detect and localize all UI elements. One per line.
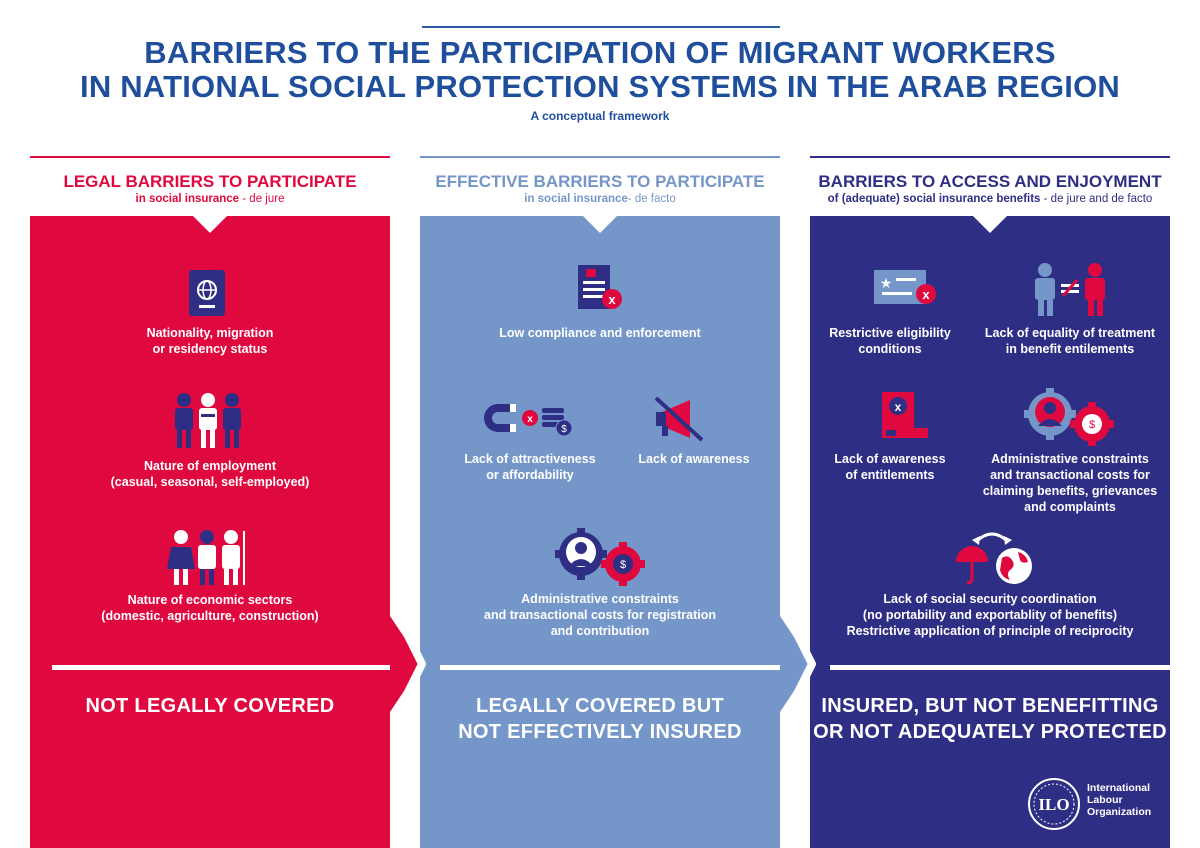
label-line: Low compliance and enforcement <box>499 326 701 340</box>
document-x-icon <box>574 263 626 318</box>
label-line: Nature of economic sectors <box>127 593 293 607</box>
col1-item2-label <box>30 458 390 490</box>
ilo-logo-mark: ILO <box>1038 795 1070 814</box>
workers-icon <box>168 390 248 450</box>
logo-line: Organization <box>1087 806 1152 818</box>
col3-outcome-bar <box>830 665 1170 670</box>
label-line: Nationality, migration <box>146 326 274 340</box>
magnet-coins-icon <box>484 400 576 440</box>
outcome-line: NOT EFFECTIVELY INSURED <box>458 721 742 743</box>
label-line: and complaints <box>1024 500 1116 514</box>
col3-item3-label <box>820 451 960 483</box>
col3-item4-label <box>975 451 1165 515</box>
gears-person-icon <box>1024 388 1116 446</box>
top-divider <box>422 26 780 28</box>
svg-text:$: $ <box>1088 419 1096 431</box>
outcome-line: INSURED, BUT NOT BENEFITTING <box>821 695 1159 717</box>
col2-item1-label <box>420 325 780 341</box>
col1-item1-label <box>30 325 390 357</box>
label-line: Lack of equality of treatment <box>984 326 1156 340</box>
col3-number: 3 <box>985 215 995 232</box>
label-line: and transactional costs for registration <box>484 608 716 622</box>
label-line: (no portability and exportablity of benefits) <box>862 608 1118 622</box>
label-line: Lack of awareness <box>834 452 946 466</box>
col3-heading: BARRIERS TO ACCESS AND ENJOYMENT <box>818 172 1162 191</box>
page-title <box>0 36 1200 104</box>
col3-subheading <box>810 192 1170 206</box>
ilo-logo-text <box>1087 782 1151 818</box>
col2-number: 2 <box>595 215 605 232</box>
label-line: conditions <box>858 342 922 356</box>
umbrella-globe-icon <box>952 528 1036 588</box>
label-line: or affordability <box>486 468 574 482</box>
muted-megaphone-icon <box>652 394 706 444</box>
col2-heading: EFFECTIVE BARRIERS TO PARTICIPATE <box>435 172 765 191</box>
title-line-1: BARRIERS TO THE PARTICIPATION OF MIGRANT WORKERS <box>144 35 1056 70</box>
svg-text:x: x <box>608 292 616 307</box>
logo-line: International <box>1087 782 1151 794</box>
title-line-2: IN NATIONAL SOCIAL PROTECTION SYSTEMS IN THE ARAB REGION <box>80 69 1120 104</box>
outcome-line: LEGALLY COVERED BUT <box>476 695 724 717</box>
col1-sub-main: in social insurance <box>135 193 240 205</box>
col2-outcome <box>420 693 780 745</box>
svg-text:★: ★ <box>879 276 893 292</box>
svg-text:$: $ <box>619 559 627 571</box>
col3-sub-main: of (adequate) social insurance benefits <box>827 193 1041 205</box>
label-line: Lack of attractiveness <box>464 452 596 466</box>
col3-item1-label <box>820 325 960 357</box>
col1-outcome-bar <box>52 665 390 670</box>
gears-person-icon <box>555 528 647 586</box>
col2-item3-label <box>594 451 794 467</box>
label-line: of entitlements <box>845 468 935 482</box>
svg-text:$: $ <box>561 424 567 435</box>
svg-text:x: x <box>894 400 902 414</box>
passport-icon <box>185 268 231 318</box>
logo-line: Labour <box>1087 794 1123 806</box>
label-line: Administrative constraints <box>521 592 679 606</box>
label-line: or residency status <box>152 342 268 356</box>
col2-sub-main: in social insurance <box>524 193 628 205</box>
label-line: Restrictive eligibility <box>829 326 951 340</box>
outcome-line: OR NOT ADEQUATELY PROTECTED <box>813 721 1167 743</box>
col1-subheading <box>30 192 390 206</box>
ilo-logo-icon <box>1026 776 1082 832</box>
svg-text:x: x <box>527 414 533 425</box>
col1-divider <box>30 156 390 158</box>
label-line: Lack of awareness <box>638 452 750 466</box>
outcome-line: NOT LEGALLY COVERED <box>85 695 335 717</box>
col2-divider <box>420 156 780 158</box>
col3-item2-label <box>975 325 1165 357</box>
col3-item5-label <box>810 591 1170 639</box>
label-line: and transactional costs for <box>990 468 1150 482</box>
label-line: (casual, seasonal, self-employed) <box>110 475 310 489</box>
col2-outcome-bar <box>440 665 780 670</box>
card-x-icon <box>872 268 938 312</box>
col2-subheading <box>420 192 780 206</box>
col1-heading: LEGAL BARRIERS TO PARTICIPATE <box>63 172 357 191</box>
col1-sub-extra: - de jure <box>239 193 285 205</box>
label-line: Nature of employment <box>144 459 276 473</box>
label-line: claiming benefits, grievances <box>982 484 1158 498</box>
col1-number: 1 <box>205 215 215 232</box>
label-line: Lack of social security coordination <box>883 592 1097 606</box>
col3-sub-extra: - de jure and de facto <box>1040 193 1153 205</box>
col2-item4-label <box>420 591 780 639</box>
col1-outcome <box>30 693 390 719</box>
svg-text:x: x <box>922 287 930 302</box>
label-line: Restrictive application of principle of reciprocity <box>846 624 1134 638</box>
label-line: Administrative constraints <box>991 452 1149 466</box>
label-line: in benefit entilements <box>1005 342 1135 356</box>
unequal-people-icon <box>1031 262 1113 318</box>
book-x-icon <box>878 390 938 444</box>
col3-outcome <box>810 693 1170 745</box>
label-line: (domestic, agriculture, construction) <box>101 609 319 623</box>
col2-sub-extra: - de facto <box>627 193 676 205</box>
label-line: and contribution <box>550 624 650 638</box>
page-subtitle: A conceptual framework <box>530 109 670 123</box>
sector-workers-icon <box>165 527 249 587</box>
col1-item3-label <box>30 592 390 624</box>
col3-divider <box>810 156 1170 158</box>
